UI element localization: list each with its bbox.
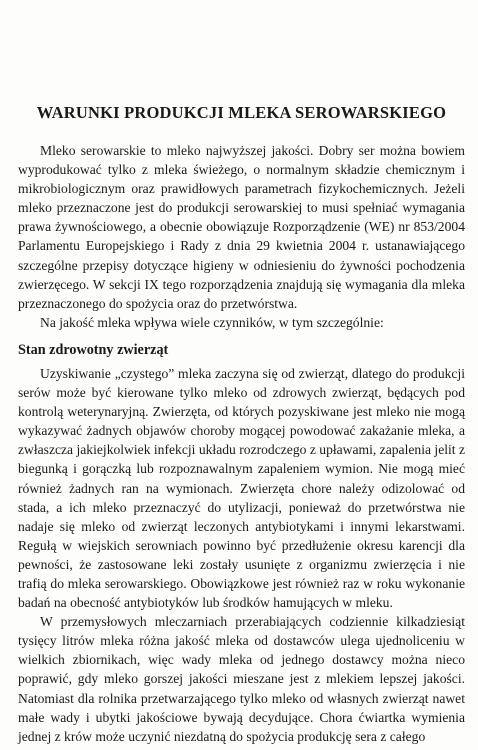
- paragraph-industrial-dairies: W przemysłowych mleczarniach przerabiających codziennie kilkadziesiąt tysięcy litrów mleka różna jakość mleka od dostawców ulega ujednoliceniu w wielkich zbiornikach, więc wady mleka od jednego dostawcy można nieco poprawić, gdy mleko gorszej jakości mieszane jest z mlekiem lepszej jakości. Natomiast dla rolnika przetwarzającego tylko mleko od własnych zwierząt nawet małe wady i ubytki jakościowe bywają decydujące. Chora ćwiartka wymienia jednej z krów może uczynić niezdatną do spożycia produkcję sera z całego: [18, 614, 465, 744]
- book-page: [18, 0, 465, 750]
- paragraph-animal-health: Uzyskiwanie „czystego” mleka zaczyna się od zwierząt, dlatego do produkcji serów może być kierowane tylko mleko od zdrowych zwierząt, będących pod kontrolą weterynaryjną. Zwierzęta, od których pozyskiwane jest mleko nie mogą wykazywać żadnych objawów choroby mogącej powodować zakażanie mleka, a zwłaszcza jakiejkolwiek infekcji układu rozrodczego z upławami, zapalenia jelit z biegunką i gorączką lub rozpoznawalnym zapaleniem wymion. Nie mogą mieć również żadnych ran na wymionach. Zwierzęta chore należy odizolować od stada, a ich mleko przeznaczyć do utylizacji, ponieważ do przetwórstwa nie nadaje się mleko od zwierząt leczonych antybiotykami i innymi lekarstwami. Regułą w wiejskich serowniach powinno być przedłużenie okresu karencji dla pewności, że zastosowane leki zostały usunięte z organizmu zwierzęcia i nie trafią do mleka serowarskiego. Obowiązkowe jest również raz w roku wykonanie badań na obecność antybiotyków lub środków hamujących w mleku.: [18, 365, 465, 611]
- paragraph-factors: Na jakość mleka wpływa wiele czynników, w tym szczególnie:: [40, 314, 384, 330]
- paragraph-intro: Mleko serowarskie to mleko najwyższej jakości. Dobry ser można bowiem wyprodukować tylko z mleka świeżego, o normalnym składzie chemicznym i mikrobiologicznym oraz prawidłowych parametrach fizykochemicznych. Jeżeli mleko przeznaczone jest do produkcji serowarskiej to musi spełniać wymagania prawa żywnościowego, a obecnie obowiązuje Rozporządzenie (WE) nr 853/2004 Parlamentu Europejskiego i Rady z dnia 29 kwietnia 2004 r. ustanawiającego szczególne przepisy dotyczące higieny w odniesieniu do żywności pochodzenia zwierzęcego. W sekcji IX tego rozporządzenia znajdują się wymagania dla mleka przeznaczonego do spożycia oraz do przetwórstwa.: [18, 143, 465, 311]
- chapter-title: WARUNKI PRODUKCJI MLEKA SEROWARSKIEGO: [36, 103, 447, 122]
- section-heading: Stan zdrowotny zwierząt: [18, 341, 169, 358]
- chapter-body: [18, 141, 465, 746]
